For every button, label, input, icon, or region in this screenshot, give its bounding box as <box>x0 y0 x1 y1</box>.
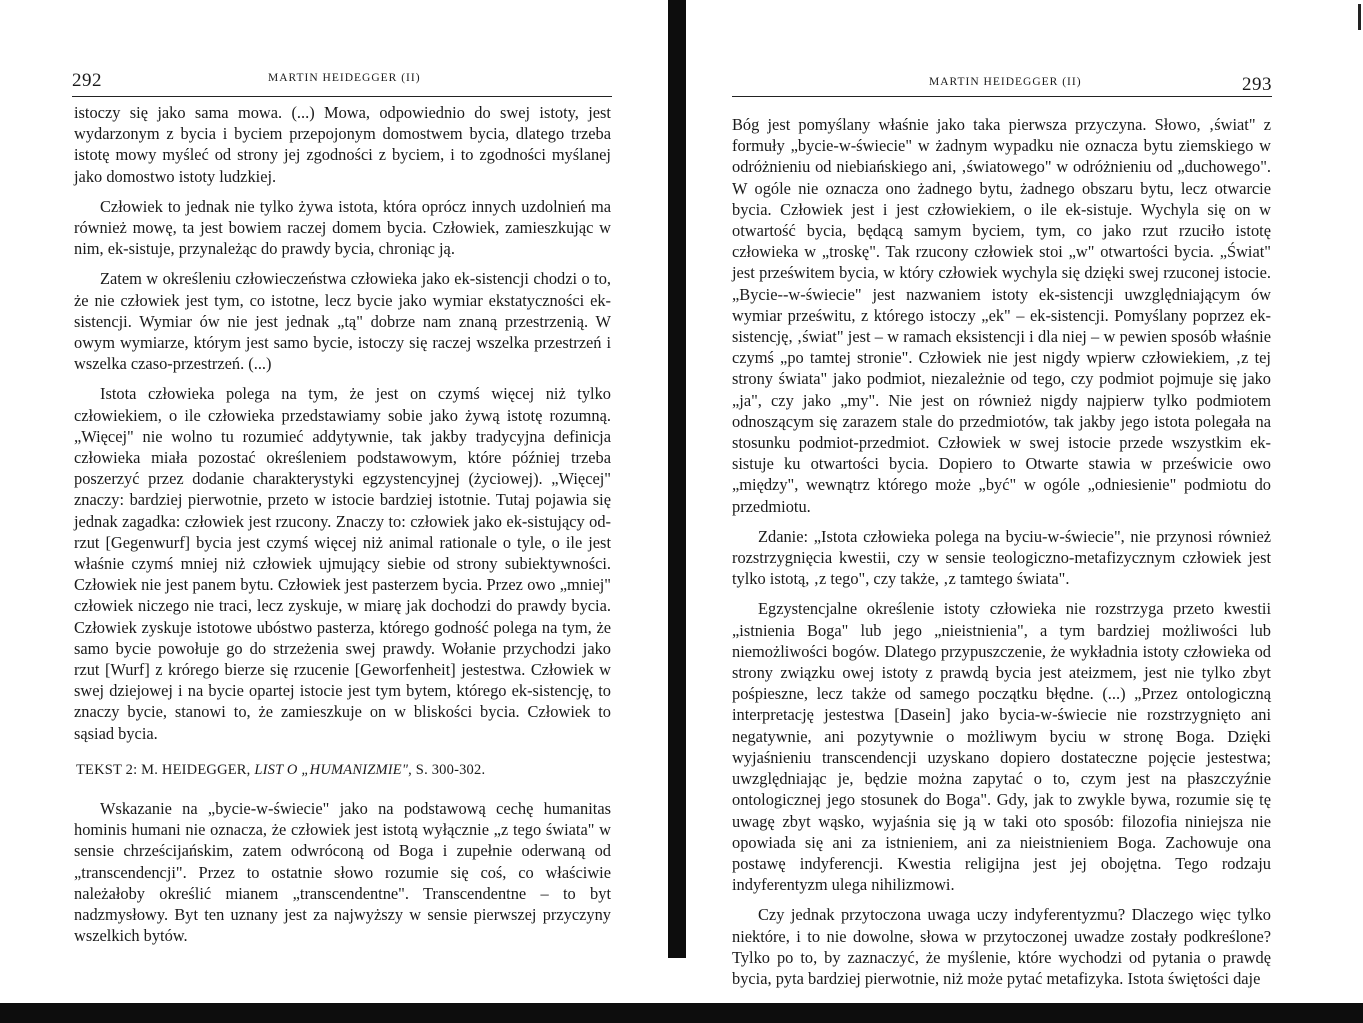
right-page-header <box>732 66 1272 97</box>
right-page-number: 293 <box>1242 74 1272 95</box>
source-title: LIST O „HUMANIZMIE" <box>254 762 409 778</box>
paragraph: Człowiek to jednak nie tylko żywa istota, która oprócz innych uzdolnień ma również mowę, ta jest bowiem raczej domem bycia. Człowiek, zamieszkując w nim, ek-sistuje, przynależąc do prawdy bycia, chroniąc ją. <box>74 196 611 259</box>
source-suffix: , S. 300-302. <box>408 762 486 778</box>
source-heading <box>76 762 616 779</box>
paragraph: Zatem w określeniu człowieczeństwa człowieka jako ek-sistencji chodzi o to, że nie człowiek jest tym, co istotne, lecz bycie jako wymiar ekstatyczności ek-sistencji. Wymiar ów nie jest jednak „tą" dobrze nam znaną przestrzenią. W owym wymiarze, którym jest samo bycie, istoczy się raczej wszelka przestrzeń i wszelka czaso-przestrzeń. (...) <box>74 269 611 374</box>
right-page <box>686 0 1363 1023</box>
second-text-body <box>74 798 611 955</box>
paragraph: Bóg jest pomyślany właśnie jako taka pierwsza przyczyna. Słowo, ‚świat" z formuły „bycie-w-świecie" w żadnym wypadku nie oznacza bytu ziemskiego w odróżnieniu od niebiańskiego ani, ‚światowego" w odróżnieniu od „duchowego". W ogóle nie oznacza ono żadnego bytu, żadnego obszaru bytu, lecz otwarcie bycia. Człowiek jest i jest człowiekiem, o ile ek-sistuje. Wychyla się on w otwartość bycia, będącą samym byciem, tym, co jako rzut rzuciło istotę człowieka w „troskę". Tak rzucony człowiek stoi „w" otwartości bycia. „Świat" jest prześwitem bycia, w który człowiek wychyla się dzięki swej rzuconej istocie. „Bycie--w-świecie" jest nazwaniem istoty ek-sistencji uwzględniającym ów wymiar prześwitu, z którego istoczy „ek" – ek-sistencji. Pomyślany poprzez ek-sistencję, ‚świat" jest – w ramach eksistencji i dla niej – w pewien sposób właśnie czymś „po tamtej stronie". Człowiek nie jest nigdy wpierw człowiekiem, ‚z tej strony świata" jako podmiot, niezależnie od tego, czy podmiot pojmuje się jako „ja", czy jako „my". Nie jest on również nigdy najpierw tylko podmiotem odnoszącym się zarazem stale do przedmiotów, tak jakby jego istota polegała na stosunku podmiot-przedmiot. Człowiek w swej istocie przede wszystkim ek-sistuje ku otwartości bycia. Dopiero to Otwarte stawia w prześwicie owo „między", wewnątrz którego może „być" w ogóle „odniesienie" podmiotu do przedmiotu. <box>732 115 1271 516</box>
left-body-text <box>74 102 611 753</box>
paragraph: istoczy się jako sama mowa. (...) Mowa, odpowiednio do swej istoty, jest wydarzonym z bycia i byciem przepojonym domostwem bycia, dlatego trzeba istotę mowy myśleć od strony jej zgodności z byciem, i to zgodności myślanej jako domostwo istoty ludzkiej. <box>74 103 611 186</box>
left-page-number: 292 <box>72 70 102 91</box>
right-body-text <box>732 114 1271 998</box>
book-spine-shadow <box>668 0 686 958</box>
left-page-header <box>72 66 612 97</box>
left-running-head: MARTIN HEIDEGGER (II) <box>268 72 421 84</box>
paragraph: Wskazanie na „bycie-w-świecie" jako na podstawową cechę humanitas hominis humani nie oznacza, że człowiek jest istotą wyłącznie „z tego świata" w sensie chrześcijańskim, zatem odwróconą od Boga i zupełnie oderwaną od „transcendencji". Przez to ostatnie słowo rozumie się coś, co właściwie należałoby określić mianem „transcendentne". Transcendentne – to byt nadzmysłowy. Byt ten uznany jest za najwyższy w sensie pierwszej przyczyny wszelkich bytów. <box>74 799 611 946</box>
left-page <box>0 0 668 1023</box>
paragraph: Istota człowieka polega na tym, że jest on czymś więcej niż tylko człowiekiem, o ile człowieka przedstawiamy sobie jako żywą istotę rozumną. „Więcej" nie wolno tu rozumieć addytywnie, tak jakby tradycyjna definicja człowieka miała pozostać określeniem podstawowym, które później trzeba poszerzyć przez dodanie charakterystyki egzystencyjnej (życiowej). „Więcej" znaczy: bardziej pierwotnie, przeto w istocie bardziej istotnie. Tutaj pojawia się jednak zagadka: człowiek jest rzucony. Znaczy to: człowiek jako ek-sistujący od-rzut [Gegenwurf] bycia jest czymś więcej niż animal rationale o tyle, o ile jest właśnie czymś mniej niż człowiek ujmujący siebie od strony subiektywności. Człowiek nie jest panem bytu. Człowiek jest pasterzem bycia. Przez owo „mniej" człowiek niczego nie traci, lecz zyskuje, w miarę jak dochodzi do prawdy bycia. Człowiek zyskuje istotowe ubóstwo pasterza, którego godność polega na tym, że samo bycie powołuje go do strzeżenia swej prawdy. Wołanie przychodzi jako rzut [Wurf] z krórego bierze się rzucenie [Geworfenheit] jestestwa. Człowiek w swej dziejowej i na bycie opartej istocie jest tym bytem, którego ek-sistencję, to znaczy bycie, stanowi to, że zamieszkuje on w bliskości bycia. Człowiek to sąsiad bycia. <box>74 384 611 743</box>
source-prefix: TEKST 2: M. HEIDEGGER, <box>76 762 255 778</box>
paragraph: Czy jednak przytoczona uwaga uczy indyferentyzmu? Dlaczego więc tylko niektóre, i to nie dowolne, słowa w przytoczonej uwadze zostały podkreślone? Tylko po to, by zaznaczyć, że myślenie, które wychodzi od pytania o prawdę bycia, pyta bardziej pierwotnie, niż może pytać metafizyka. Istota świętości daje <box>732 905 1271 988</box>
right-running-head: MARTIN HEIDEGGER (II) <box>929 76 1082 88</box>
paragraph: Egzystencjalne określenie istoty człowieka nie rozstrzyga przeto kwestii „istnienia Boga" lub jego „nieistnienia", a tym bardziej możliwości lub niemożliwości bogów. Dlatego przypuszczenie, że wykładnia istoty człowieka od strony związku owej istoty z prawdą bycia jest ateizmem, jest nie tylko zbyt pośpieszne, lecz także od samego początku błędne. (...) „Przez ontologiczną interpretację jestestwa [Dasein] jako bycia-w-świecie nie rozstrzygnięto ani negatywnie, ani pozytywnie o możliwym byciu w stronę Boga. Dzięki wyjaśnieniu transcendencji uzyskano dopiero dostateczne pojęcie jestestwa; uwzględniając je, będzie można zapytać o to, czym jest na płaszczyźnie ontologicznej jego stosunek do Boga". Gdy, jak to zwykle bywa, rozumie się tę uwagę zbyt wąsko, wyjaśnia się ją w taki oto sposób: filozofia niniejsza nie opowiada się ani za istnieniem, ani za nieistnieniem Boga. Zachowuje ona postawę indyferencji. Kwestia religijna jest jej obojętna. Tego rodzaju indyferentyzm ulega nihilizmowi. <box>732 599 1271 895</box>
paragraph: Zdanie: „Istota człowieka polega na byciu-w-świecie", nie przynosi również rozstrzygnięcia kwestii, czy w sensie teologiczno-metafizycznym człowiek jest tylko istotą, ‚z tego", czy także, ‚z tamtego świata". <box>732 526 1271 589</box>
